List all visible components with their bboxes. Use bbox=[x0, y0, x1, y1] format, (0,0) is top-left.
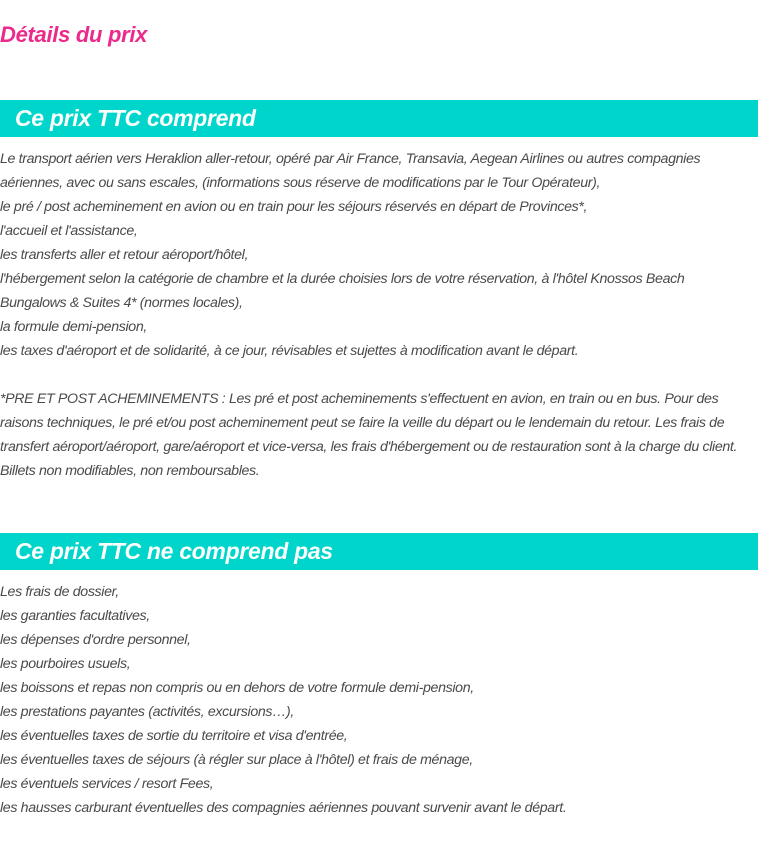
list-item: les garanties facultatives, bbox=[0, 608, 150, 624]
list-item: l'accueil et l'assistance, bbox=[0, 223, 138, 239]
list-item: les boissons et repas non compris ou en dehors de votre formule demi-pension, bbox=[0, 680, 474, 696]
list-item: les transferts aller et retour aéroport/hôtel, bbox=[0, 247, 249, 263]
list-item: les hausses carburant éventuelles des compagnies aériennes pouvant survenir avant le départ. bbox=[0, 800, 567, 816]
includes-heading: Ce prix TTC comprend bbox=[0, 100, 758, 137]
list-item: Le transport aérien vers Heraklion aller-retour, opéré par Air France, Transavia, Aegean Airlines ou autres compagnies aériennes, avec ou sans escales, (informations sous réserve de modifications par le Tour Opérateur), bbox=[0, 151, 701, 191]
page-title: Détails du prix bbox=[0, 22, 148, 47]
list-item: les éventuelles taxes de sortie du territoire et visa d'entrée, bbox=[0, 728, 348, 744]
list-item: le pré / post acheminement en avion ou en train pour les séjours réservés en départ de Provinces*, bbox=[0, 199, 588, 215]
list-item: les dépenses d'ordre personnel, bbox=[0, 632, 191, 648]
list-item: les pourboires usuels, bbox=[0, 656, 131, 672]
excludes-heading: Ce prix TTC ne comprend pas bbox=[0, 533, 758, 570]
includes-list bbox=[0, 147, 752, 363]
list-item: les taxes d'aéroport et de solidarité, à ce jour, révisables et sujettes à modification avant le départ. bbox=[0, 343, 579, 359]
list-item: la formule demi-pension, bbox=[0, 319, 147, 335]
excludes-list bbox=[0, 580, 752, 820]
list-item: l'hébergement selon la catégorie de chambre et la durée choisies lors de votre réservation, à l'hôtel Knossos Beach Bungalows & Suites 4* (normes locales), bbox=[0, 271, 685, 311]
list-item: les éventuels services / resort Fees, bbox=[0, 776, 214, 792]
list-item: Les frais de dossier, bbox=[0, 584, 119, 600]
list-item: les prestations payantes (activités, excursions…), bbox=[0, 704, 294, 720]
list-item: les éventuelles taxes de séjours (à régler sur place à l'hôtel) et frais de ménage, bbox=[0, 752, 473, 768]
pre-post-note: *PRE ET POST ACHEMINEMENTS : Les pré et post acheminements s'effectuent en avion, en train ou en bus. Pour des raisons techniques, le pré et/ou post acheminement peut se faire la veille du départ ou le lendemain du retour. Les frais de transfert aéroport/aéroport, gare/aéroport et vice-versa, les frais d'hébergement ou de restauration sont à la charge du client. Billets non modifiables, non remboursables. bbox=[0, 391, 738, 479]
